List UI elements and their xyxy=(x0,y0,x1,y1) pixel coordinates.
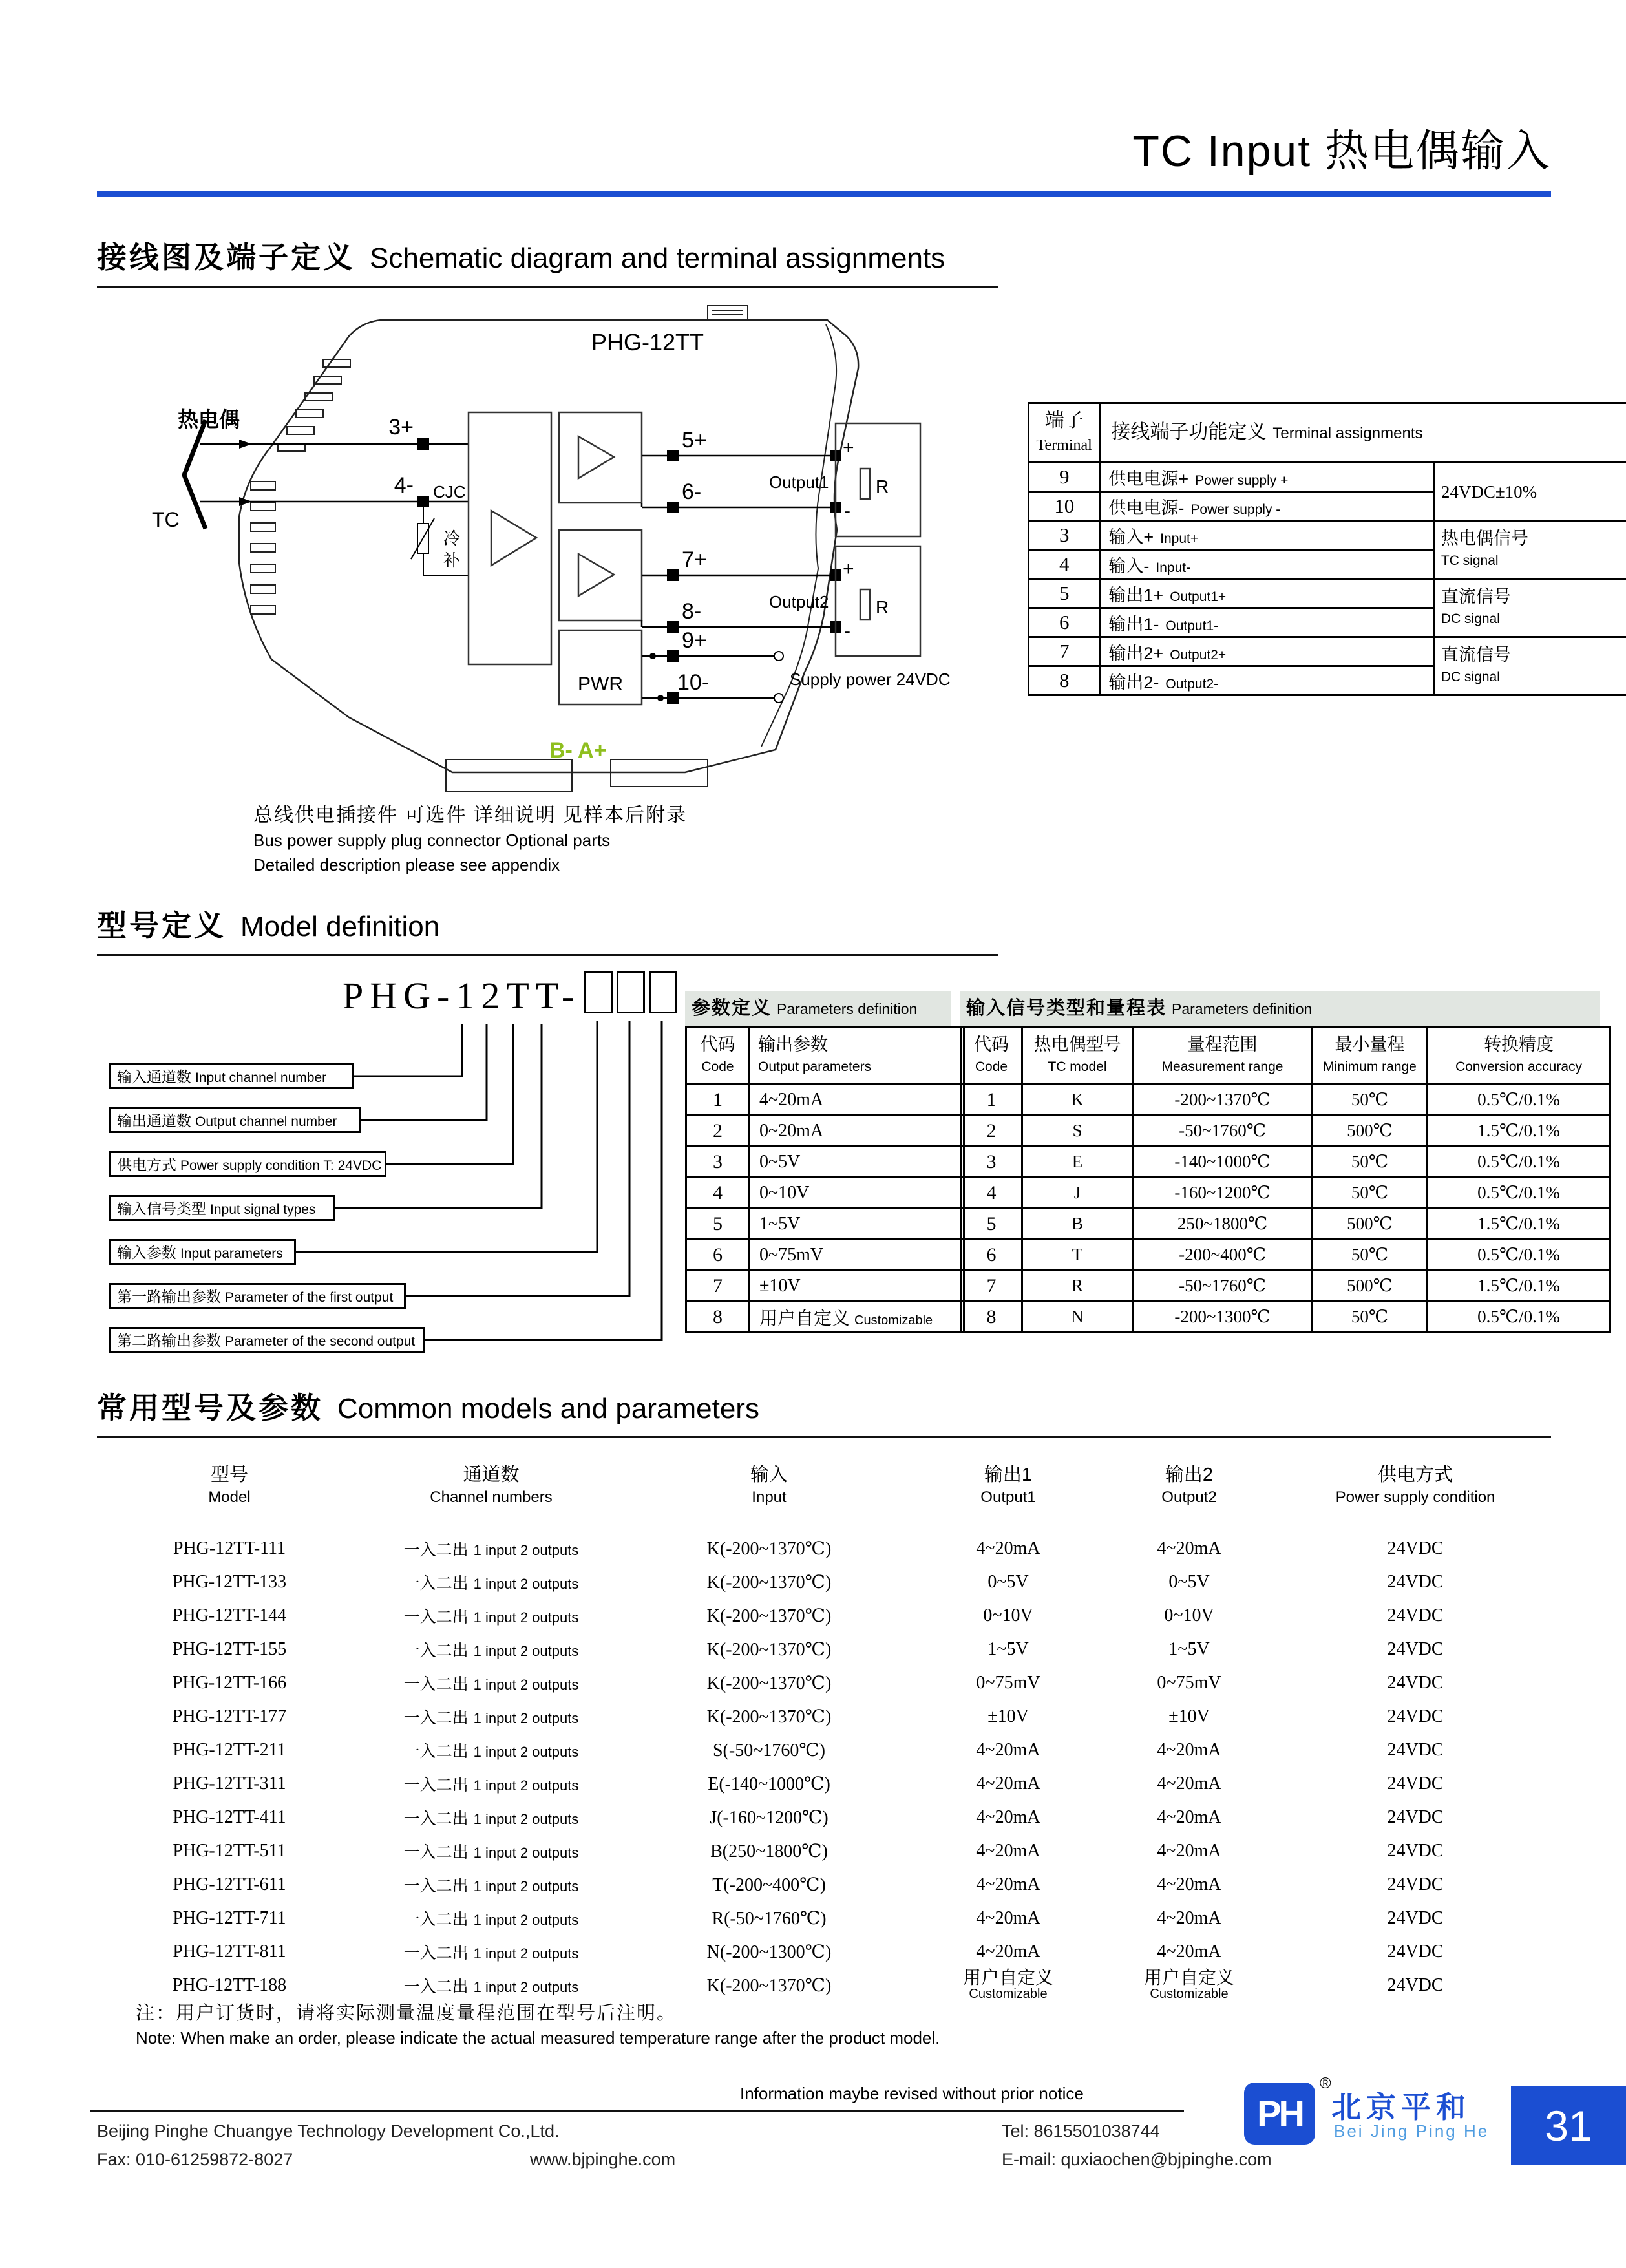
table-row: 6 0~75mV xyxy=(686,1240,964,1271)
table-row: 4 输入- Input- xyxy=(1029,550,1626,579)
table-row: 10 供电电源- Power supply - xyxy=(1029,492,1626,521)
title-accent-rule xyxy=(97,191,1551,197)
page-number-badge: 31 xyxy=(1511,2086,1626,2165)
tc-label: TC xyxy=(152,508,180,531)
section-heading-model: 型号定义 Model definition xyxy=(97,909,440,942)
table-row: PHG-12TT-811 一入二出 1 input 2 outputs N(-200~1300℃) 4~20mA 4~20mA 24VDC xyxy=(173,1942,1444,1962)
cjc-zh-label: 冷 xyxy=(443,529,461,548)
load-r-label: R xyxy=(876,476,889,496)
din-rail-foot xyxy=(446,759,708,792)
models-table xyxy=(97,1458,1551,2002)
table-row: 7 输出2+ Output2+ 直流信号 DC signal xyxy=(1029,637,1626,666)
table-row: 7 R -50~1760℃ 500℃ 1.5℃/0.1% xyxy=(961,1271,1610,1302)
code-digit-box xyxy=(617,971,645,1013)
page-title: TC Input 热电偶输入 xyxy=(1132,127,1551,176)
terminal-9-label: 9+ xyxy=(682,628,707,653)
terminal-8-label: 8- xyxy=(682,599,702,624)
param-table: 参数定义 Parameters definition 代码 Code 输出参数 Output parameters 1 4~20mA 2 0~20mA 3 0~5V 4 0~10V 5 1~5V 6 0~75mV 7 ±10V 8 用户自定义 Customizable xyxy=(685,991,951,1333)
terminal-6-label: 6- xyxy=(682,480,702,504)
footer-company: Beijing Pinghe Chuangye Technology Development Co.,Ltd. xyxy=(97,2121,560,2141)
table-row: 5 输出1+ Output1+ 直流信号 DC signal xyxy=(1029,579,1626,608)
housing-top-tab xyxy=(708,306,748,320)
table-row: PHG-12TT-177 一入二出 1 input 2 outputs K(-200~1370℃) ±10V ±10V 24VDC xyxy=(172,1706,1444,1727)
model-label-second-output: 第二路输出参数 Parameter of the second output xyxy=(109,1327,425,1353)
housing-vents xyxy=(251,359,350,614)
model-label-first-output: 第一路输出参数 Parameter of the first output xyxy=(109,1283,406,1309)
section-rule xyxy=(97,1436,1551,1438)
table-row: 8 N -200~1300℃ 50℃ 0.5℃/0.1% xyxy=(961,1302,1610,1333)
model-label-power-supply: 供电方式 Power supply condition T: 24VDC xyxy=(109,1151,386,1177)
table-row: PHG-12TT-311 一入二出 1 input 2 outputs E(-140~1000℃) 4~20mA 4~20mA 24VDC xyxy=(173,1774,1444,1794)
table-row: PHG-12TT-211 一入二出 1 input 2 outputs S(-50~1760℃) 4~20mA 4~20mA 24VDC xyxy=(173,1740,1444,1761)
output1-label: Output1 xyxy=(769,472,829,492)
table-row: PHG-12TT-155 一入二出 1 input 2 outputs K(-200~1370℃) 1~5V 1~5V 24VDC xyxy=(172,1639,1444,1660)
table-row: 8 输出2- Output2- xyxy=(1029,666,1626,695)
footer-email: E-mail: quxiaochen@bjpinghe.com xyxy=(1002,2150,1272,2169)
footer-tel: Tel: 8615501038744 xyxy=(1002,2121,1160,2141)
polarity-minus: - xyxy=(844,500,850,522)
terminal-7-label: 7+ xyxy=(682,547,707,572)
table-header-row: 端子 Terminal 接线端子功能定义 Terminal assignments xyxy=(1029,403,1626,463)
table-row: 6 输出1- Output1- xyxy=(1029,608,1626,637)
table-row: PHG-12TT-511 一入二出 1 input 2 outputs B(250~1800℃) 4~20mA 4~20mA 24VDC xyxy=(173,1841,1444,1861)
terminal-4-label: 4- xyxy=(394,473,414,498)
table-row: 5 B 250~1800℃ 500℃ 1.5℃/0.1% xyxy=(961,1209,1610,1240)
table-row: 7 ±10V xyxy=(686,1271,964,1302)
table-row: 3 E -140~1000℃ 50℃ 0.5℃/0.1% xyxy=(961,1147,1610,1178)
model-label-output-channels: 输出通道数 Output channel number xyxy=(109,1107,361,1133)
table-row: 4 0~10V xyxy=(686,1178,964,1209)
model-label-input-channels: 输入通道数 Input channel number xyxy=(109,1063,354,1089)
arrowhead-icon xyxy=(239,440,252,449)
section-rule xyxy=(97,954,998,956)
section-heading-common-models: 常用型号及参数 Common models and parameters xyxy=(97,1391,759,1425)
terminal-5-label: 5+ xyxy=(682,428,707,452)
terminal-table xyxy=(1028,402,1626,696)
table-row: 2 S -50~1760℃ 500℃ 1.5℃/0.1% xyxy=(961,1116,1610,1147)
bus-terminal-label: B- A+ xyxy=(549,738,607,763)
cjc-label: CJC xyxy=(433,482,466,502)
table-row: PHG-12TT-411 一入二出 1 input 2 outputs J(-160~1200℃) 4~20mA 4~20mA 24VDC xyxy=(173,1807,1444,1828)
model-label-input-parameters: 输入参数 Input parameters xyxy=(109,1239,296,1265)
device-model-label: PHG-12TT xyxy=(591,329,704,355)
footer-rule xyxy=(90,2110,1184,2112)
schematic-diagram xyxy=(97,297,1008,795)
table-row: PHG-12TT-144 一入二出 1 input 2 outputs K(-200~1370℃) 0~10V 0~10V 24VDC xyxy=(172,1606,1444,1626)
terminal-10-label: 10- xyxy=(677,670,710,695)
table-row: 4 J -160~1200℃ 50℃ 0.5℃/0.1% xyxy=(961,1178,1610,1209)
code-digit-box xyxy=(649,971,677,1013)
order-note-zh: 注：用户订货时，请将实际测量温度量程范围在型号后注明。 xyxy=(136,2003,677,2024)
load-r-label: R xyxy=(876,597,889,617)
cjc-zh-label: 补 xyxy=(443,551,461,570)
section-rule xyxy=(97,286,998,288)
polarity-minus: - xyxy=(844,620,850,642)
model-code: PHG-12TT- xyxy=(343,971,677,1017)
module-housing-outline xyxy=(239,320,858,772)
polarity-plus: + xyxy=(843,437,854,458)
table-row: 9 供电电源+ Power supply + 24VDC±10% xyxy=(1029,463,1626,492)
table-row: 5 1~5V xyxy=(686,1209,964,1240)
table-row: PHG-12TT-133 一入二出 1 input 2 outputs K(-200~1370℃) 0~5V 0~5V 24VDC xyxy=(172,1572,1444,1593)
output2-label: Output2 xyxy=(769,592,829,611)
table-row: PHG-12TT-111 一入二出 1 input 2 outputs K(-200~1370℃) 4~20mA 4~20mA 24VDC xyxy=(173,1538,1444,1559)
table-row: PHG-12TT-188 一入二出 1 input 2 outputs K(-200~1370℃) 用户自定义 Customizable 用户自定义 Customizable 24VDC xyxy=(172,1968,1444,2001)
polarity-plus: + xyxy=(843,558,854,580)
terminal-4-point xyxy=(417,496,429,507)
table-row: 6 T -200~400℃ 50℃ 0.5℃/0.1% xyxy=(961,1240,1610,1271)
thermocouple-symbol xyxy=(184,420,206,529)
table-row: 1 4~20mA xyxy=(686,1085,964,1116)
table-row: 8 用户自定义 Customizable xyxy=(686,1302,964,1333)
table-row: 1 K -200~1370℃ 50℃ 0.5℃/0.1% xyxy=(961,1085,1610,1116)
model-label-signal-types: 输入信号类型 Input signal types xyxy=(109,1195,335,1221)
supply-terminal xyxy=(774,652,783,661)
models-table-header: 型号 Model 通道数 Channel numbers 输入 Input 输出1 Output1 输出2 Output2 供电方式 Power supply condition xyxy=(208,1465,1495,1506)
supply-power-label: Supply power 24VDC xyxy=(790,670,951,689)
footer-fax: Fax: 010-61259872-8027 xyxy=(97,2150,293,2169)
company-logo: PH xyxy=(1244,2083,1315,2145)
company-logo-en: Bei Jing Ping He xyxy=(1334,2121,1490,2141)
table-row: 2 0~20mA xyxy=(686,1116,964,1147)
terminal-3-label: 3+ xyxy=(388,415,414,440)
param-table-title: 参数定义 Parameters definition xyxy=(685,991,951,1026)
registered-mark-icon: ® xyxy=(1320,2075,1331,2092)
revision-notice: Information maybe revised without prior notice xyxy=(740,2084,1084,2103)
footer-website: www.bjpinghe.com xyxy=(530,2150,676,2169)
thermocouple-zh-label: 热电偶 xyxy=(178,408,240,431)
table-row: 3 输入+ Input+ 热电偶信号 TC signal xyxy=(1029,521,1626,550)
tc-range-table-title: 输入信号类型和量程表 Parameters definition xyxy=(960,991,1600,1026)
circuit-blocks xyxy=(469,412,642,705)
terminal-3-point xyxy=(417,438,429,450)
supply-terminal xyxy=(774,694,783,703)
table-row: PHG-12TT-611 一入二出 1 input 2 outputs T(-200~400℃) 4~20mA 4~20mA 24VDC xyxy=(173,1874,1444,1895)
table-row: PHG-12TT-711 一入二出 1 input 2 outputs R(-50~1760℃) 4~20mA 4~20mA 24VDC xyxy=(173,1908,1444,1929)
pwr-block-label: PWR xyxy=(578,673,623,695)
bus-note: 总线供电插接件 可选件 详细说明 见样本后附录 Bus power supply plug connector Optional parts Detailed description please see appendix xyxy=(253,805,688,874)
company-logo-zh: 北京平和 xyxy=(1331,2090,1471,2124)
table-row: PHG-12TT-166 一入二出 1 input 2 outputs K(-200~1370℃) 0~75mV 0~75mV 24VDC xyxy=(172,1673,1444,1693)
order-note-en: Note: When make an order, please indicate the actual measured temperature range after the product model. xyxy=(136,2028,940,2048)
section-heading-wiring: 接线图及端子定义 Schematic diagram and terminal assignments xyxy=(97,240,945,274)
code-digit-box xyxy=(584,971,613,1013)
tc-range-table: 输入信号类型和量程表 Parameters definition 代码 Code 热电偶型号 TC model 量程范围 Measurement range 最小量程 Minimum range 转换精度 Conversion accuracy 1 K -200~1370℃ 50℃ 0.5℃/0.1% 2 S -50~1760℃ 500℃ 1.5℃/0.1% 3 E -140~1000℃ 50℃ 0.5℃/0.1% 4 J -160~1200℃ 50℃ 0.5℃/0.1% 5 B 250~1800℃ 500℃ 1.5℃/0.1% 6 T -200~400℃ 50℃ 0.5℃/0.1% 7 R -50~1760℃ 500℃ 1.5℃/0.1% 8 N -200~1300℃ 50℃ 0.5℃/0.1% xyxy=(960,991,1600,1333)
table-row: 3 0~5V xyxy=(686,1147,964,1178)
